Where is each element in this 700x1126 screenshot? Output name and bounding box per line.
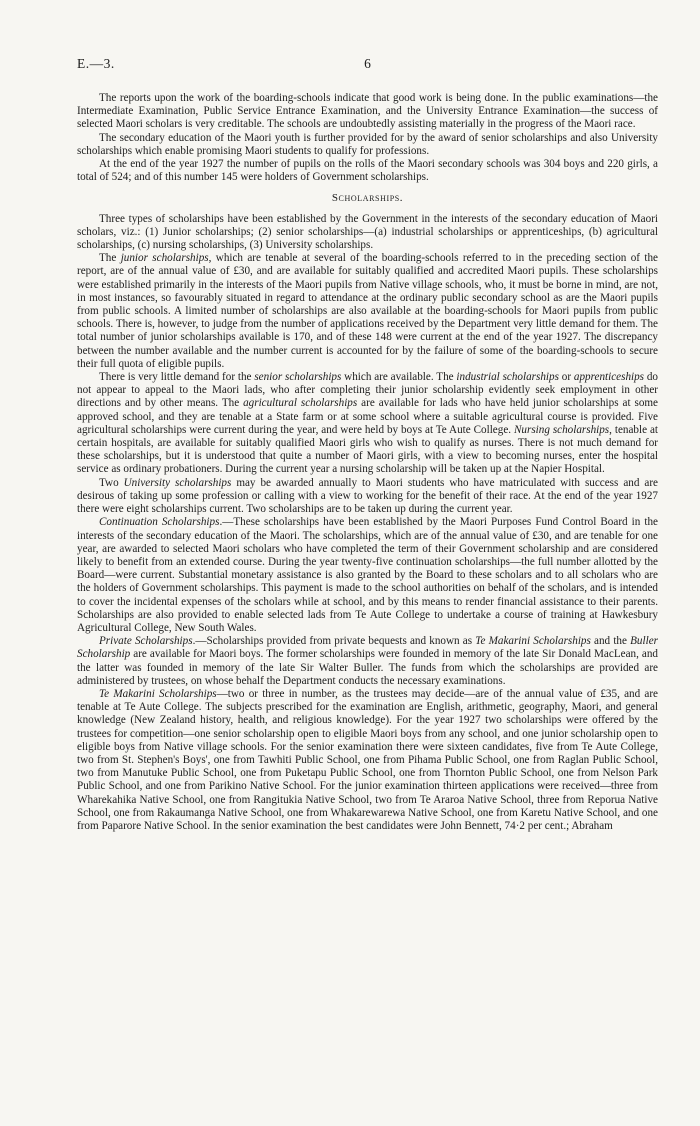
italic-term: agricultural scholarships [243,397,358,410]
italic-term: Nursing scholarships [513,423,610,436]
text-run: Two [99,476,124,489]
text-run: and the [590,635,631,648]
text-run: .—These scholarships have been established by the Maori Purposes Fund Control Board in the interests of the secondary education of the Maori. The scholarships, which are of the annual value of £30, and are tenable for one year, are awarded to selected Maori scholars who have completed the term of their Government scholarship and are considered likely to benefit from an extended course. During the year twenty-five continuation scholarships—the full number allotted by the Board—were current. Substantial monetary assistance is also granted by the Board to these scholars and to all scholars who are the holders of Government scholarships. This payment is made to the school authorities on behalf of the scholars, and is intended to cover the incidental expenses of the scholars while at school, and by this means to render financial assistance to their parents. Scholarships are also provided to enable selected lads from Te Aute College to undertake a course of training at Hawkesbury Agricultural College, New South Wales. [77,516,658,634]
text-run: which are available. The [341,371,457,384]
italic-term: University scholarships [123,476,232,489]
italic-term: industrial scholarships [456,371,559,384]
page-number: 6 [364,56,371,71]
italic-term: Te Makarini Scholarships [99,687,217,700]
text-run: or [558,371,574,384]
text-run: are available for lads who have held junior scholarships at some approved school, and they are tenable at a State farm or at some school where a suitable agricultural course is provided. Five agricultural scholarships were current during the year, and were held by boys at Te Aute College. [77,397,658,436]
text-run: , tenable at certain hospitals, are available for suitably qualified Maori girls who wish to qualify as nurses. There is not much demand for these scholarships, but it is understood that quite a number of Maori girls, with a view to becoming nurses, enter the hospital service as ordinary probationers. During the current year a nursing scholarship will be taken up at the Napier Hospital. [77,423,658,476]
document-reference: E.—3. [77,56,115,71]
paragraph-boarding-reports: The reports upon the work of the boarding-schools indicate that good work is being done. In the public examinations—the Intermediate Examination, Public Service Entrance Examination, and the University Entrance Examination—the success of selected Maori scholars is very creditable. The schools are undoubtedly assisting materially in the progress of the Maori race. [77,92,658,131]
italic-term: Private Scholarships [99,635,193,648]
text-run: .—Scholarships provided from private bequests and known as [192,635,476,648]
italic-term: Continuation Scholarships [99,516,220,529]
paragraph-private-scholarships [77,635,658,688]
text-run: The [99,252,121,265]
text-run: may be awarded annually to Maori students who have matriculated with success and are desirous of taking up some profession or calling with a view to working for the benefit of their race. At the end of the year 1927 there were eight scholarships current. Two scholarships are to be taken up during the current year. [77,476,658,516]
italic-term: apprenticeships [573,371,645,384]
italic-term: senior scholarships [254,371,342,384]
text-run: do not appear to appeal to the Maori lads, who after completing their junior scholarship evidently seek employment in other directions and by other means. The [77,371,658,410]
text-run: are available for Maori boys. The former scholarships were founded in memory of the late Sir Donald MacLean, and the latter was founded in memory of the late Sir Walter Buller. The funds from which the scholarships are provided are administered by trustees, on whose behalf the Department conducts the necessary examinations. [77,648,658,687]
italic-term: Te Makarini Scholarships [475,635,591,648]
text-run: , which are tenable at several of the boarding-schools referred to in the preceding section of the report, are of the annual value of £30, and are available for suitably qualified and accredited Maori pupils. These scholarships were established primarily in the interests of the Maori pupils from Native village schools, who, it must be borne in mind, are not, in most instances, so favourably situated in regard to attendance at the ordinary public secondary school as are the Maori pupils from public schools. A limited number of scholarships are also available at the boarding-schools for Maori pupils from public schools. There is, however, to judge from the number of applications received by the Department very little demand for them. The total number of junior scholarships available is 170, and of these 148 were current at the end of the year 1927. The discrepancy between the number available and the number current is accounted for by the failure of some of the boarding-schools to secure their full quota of eligible pupils. [77,252,658,370]
paragraph-secondary-education: The secondary education of the Maori youth is further provided for by the award of senior scholarships and also University scholarships which enable promising Maori students to qualify for professions. [77,131,658,157]
paragraph-pupil-rolls: At the end of the year 1927 the number of pupils on the rolls of the Maori secondary schools was 304 boys and 220 girls, a total of 524; and of this number 145 were holders of Government scholarships. [77,158,658,184]
paragraph-scholarship-types: Three types of scholarships have been established by the Government in the interests of the secondary education of Maori scholars, viz.: (1) Junior scholarships; (2) senior scholarships—(a) industrial scholarships or apprenticeships, (b) agricultural scholarships, (c) nursing scholarships, (3) University scholarships. [77,212,658,252]
paragraph-te-makarini-scholarships [77,688,658,833]
paragraph-continuation-scholarships [77,516,658,635]
text-run: There is very little demand for the [99,371,255,384]
italic-term: junior scholarships [120,252,209,265]
paragraph-university-scholarships [77,477,658,517]
section-heading-scholarships: Scholarships. [331,192,404,205]
text-run: —two or three in number, as the trustees may decide—are of the annual value of £35, and are tenable at Te Aute College. The subjects prescribed for the examination are English, arithmetic, geography, Maori, and general knowledge (New Zealand history, health, and religious knowledge). For the year 1927 two scholarships were offered by the trustees for competition—one senior scholarship open to eligible Maori boys from any school, and one junior scholarship open to eligible boys from Native village schools. For the senior examination there were sixteen candidates, five from Te Aute College, two from St. Stephen's Boys', one from Tawhiti Public School, one from Pihama Public School, one from Raglan Public School, two from Manutuke Public School, one from Puketapu Public School, one from Thornton Public School, one from Nelson Park Public School, and one from Parikino Native School. For the junior examination thirteen applications were received—three from Wharekahika Native School, one from Rangitukia Native School, two from Te Araroa Native School, three from Reporua Native School, one from Rakaumanga Native School, one from Whakarewarewa Native School, one from Karetu Native School, and one from Paparore Native School. In the senior examination the best candidates were John Bennett, 74·2 per cent.; Abraham [77,687,658,832]
page-header [77,56,658,78]
paragraph-junior-scholarships [77,252,658,371]
italic-term: Buller Scholarship [77,635,658,661]
paragraph-senior-scholarships [77,371,658,477]
